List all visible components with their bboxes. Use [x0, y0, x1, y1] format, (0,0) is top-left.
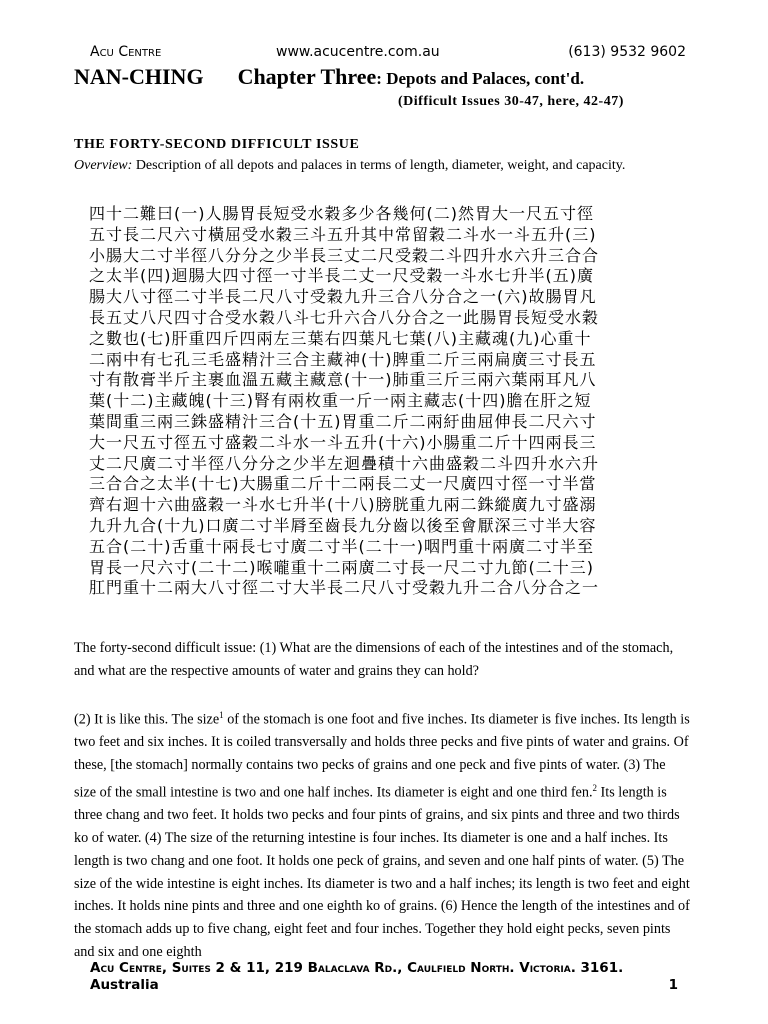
chinese-text-line: 小腸大二寸半徑八分分之少半長三丈二尺受穀二斗四升水六升三合合 — [89, 245, 600, 265]
paragraph-1: The forty-second difficult issue: (1) What are the dimensions of each of the intestines and of the stomach, and what are the respective amounts of water and grains they can hold? — [74, 640, 674, 679]
chinese-text-line: 腸大八寸徑二寸半長二尺八寸受穀九升三合八分合之一(六)故腸胃凡 — [89, 287, 597, 307]
issues-range: (Difficult Issues 30-47, here, 42-47) — [398, 94, 624, 109]
body-text — [74, 637, 690, 985]
chinese-text-line: 胃長一尺六寸(二十二)喉嚨重十二兩廣二寸長一尺二寸九節(二十三) — [89, 557, 594, 577]
chapter-title: Chapter Three — [237, 64, 377, 89]
chinese-text-block — [89, 204, 649, 599]
chinese-text-line: 九升九合(十九)口廣二寸半脣至齒長九分齒以後至會厭深三寸半大容 — [89, 515, 597, 535]
footnote-ref-2[interactable]: 2 — [592, 782, 597, 793]
paragraph-2-part-a: (2) It is like this. The size — [74, 711, 220, 728]
chinese-text-line: 之太半(四)迴腸大四寸徑一寸半長二丈一尺受穀一斗水七升半(五)廣 — [89, 266, 594, 286]
book-title: NAN-CHING — [74, 64, 204, 89]
chapter-subtitle: : Depots and Palaces, cont'd. — [376, 69, 585, 88]
footer-address: Acu Centre, Suites 2 & 11, 219 Balaclava Rd., Caulfield North. Victoria. 3161. — [90, 960, 624, 976]
page-footer — [90, 960, 686, 994]
chinese-text-line: 丈二尺廣二寸半徑八分分之少半左迴疊積十六曲盛穀二斗四升水六升 — [89, 453, 600, 473]
chinese-text-line: 肛門重十二兩大八寸徑二寸大半長二尺八寸受穀九升二合八分合之一 — [89, 578, 600, 598]
footer-country: Australia — [90, 977, 159, 993]
section-heading: THE FORTY-SECOND DIFFICULT ISSUE — [74, 137, 360, 152]
chinese-text-line: 五合(二十)舌重十兩長七寸廣二寸半(二十一)咽門重十兩廣二寸半至 — [89, 536, 594, 556]
page-title — [74, 64, 694, 90]
chinese-text-line: 四十二難曰(一)人腸胃長短受水穀多少各幾何(二)然胃大一尺五寸徑 — [89, 204, 594, 223]
overview-label: Overview: — [74, 158, 133, 173]
header-org: Acu Centre — [90, 44, 162, 60]
paragraph-2-part-b: of the stomach is one foot and five inches. Its diameter is five inches. Its length is two feet and six inches. It is coiled transversally and holds three pecks and five pints of water and grains. Of these, [the stomach] normally contains two pecks of grains and one peck and five pints of water. (3) The size of the small intestine is two and one half inches. Its diameter is eight and one third fen. — [74, 711, 690, 801]
page-number: 1 — [668, 977, 678, 993]
overview-text: Description of all depots and palaces in terms of length, diameter, weight, and capacity. — [132, 158, 626, 173]
chinese-text-line: 大一尺五寸徑五寸盛穀二斗水一斗五升(十六)小腸重二斤十四兩長三 — [89, 432, 597, 452]
chinese-text-line: 之數也(七)肝重四斤四兩左三葉右四葉凡七葉(八)主藏魂(九)心重十 — [89, 328, 592, 348]
chinese-text-line: 葉間重三兩三銖盛精汁三合(十五)胃重二斤二兩紆曲屈伸長二尺六寸 — [89, 411, 597, 431]
overview — [74, 158, 704, 174]
chinese-text-line: 三合合之太半(十七)大腸重二斤十二兩長二丈一尺廣四寸徑一寸半當 — [89, 474, 597, 494]
header-phone: (613) 9532 9602 — [568, 44, 686, 60]
chinese-text-line: 長五丈八尺四寸合受水穀八斗七升六合八分合之一此腸胃長短受水穀 — [89, 307, 600, 327]
chinese-text-line: 齊右迴十六曲盛穀一斗水七升半(十八)膀胱重九兩二銖縱廣九寸盛溺 — [89, 495, 597, 515]
chinese-text-line: 寸有散膏半斤主裹血溫五藏主藏意(十一)肺重三斤三兩六葉兩耳凡八 — [89, 370, 597, 390]
footnote-ref-1[interactable]: 1 — [219, 709, 224, 720]
chinese-text-line: 葉(十二)主藏魄(十三)腎有兩枚重一斤一兩主藏志(十四)膽在肝之短 — [89, 391, 592, 411]
header-website[interactable]: www.acucentre.com.au — [276, 44, 440, 60]
page-header — [90, 44, 686, 64]
chinese-text-line: 五寸長二尺六寸橫屈受水穀三斗五升其中常留穀二斗水一斗五升(三) — [89, 224, 597, 244]
paragraph-2-part-c: Its length is three chang and two feet. It holds two pecks and four pints of grains, and six pints and three and two thirds ko of water. (4) The size of the returning intestine is four inches. Its diameter is one and a half inches. Its length is two chang and one foot. It holds one peck of grains, and seven and one half pints of water. (5) The size of the wide intestine is eight inches. Its diameter is two and a half inches; its length is two feet and eight inches. It holds nine pints and three and one eighth ko of grains. (6) Hence the length of the intestines and of the stomach adds up to five chang, eight feet and four inches. Together they hold eight pecks, seven pints and six and one eighth — [74, 784, 690, 961]
paragraph-2 — [74, 704, 690, 964]
chinese-text-line: 二兩中有七孔三毛盛精汁三合主藏神(十)脾重二斤三兩扁廣三寸長五 — [89, 349, 597, 369]
